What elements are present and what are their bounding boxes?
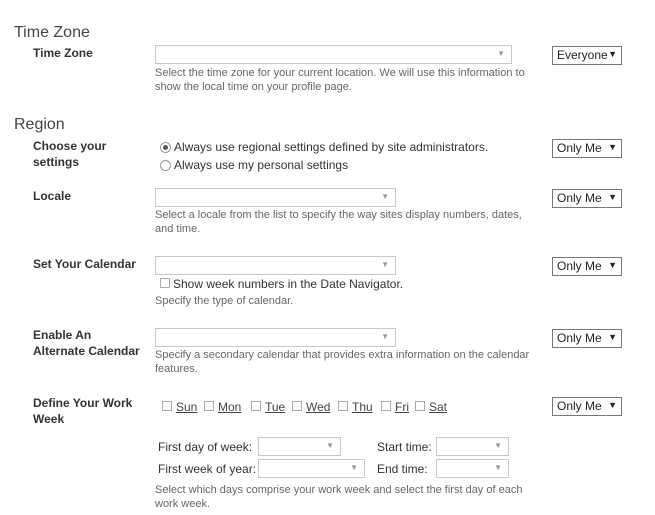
work-week-help: Select which days comprise your work week and select the first day of each work week. — [155, 484, 523, 510]
time-zone-help: Select the time zone for your current location. We will use this information to show the local time on your profile page. — [155, 67, 525, 93]
locale-help: Select a locale from the list to specify the way sites display numbers, dates, and time. — [155, 209, 522, 235]
end-time-select[interactable] — [436, 459, 509, 478]
day-label-fri[interactable]: Fri — [395, 400, 409, 414]
regional-settings-personal-radio[interactable] — [160, 160, 171, 171]
chevron-down-icon: ▼ — [381, 332, 389, 341]
day-label-sat[interactable]: Sat — [429, 400, 448, 414]
regional-settings-admin-label[interactable]: Always use regional settings defined by site administrators. — [174, 140, 489, 154]
chevron-down-icon: ▼ — [608, 142, 617, 152]
day-checkbox-sun[interactable] — [162, 401, 172, 411]
privacy-value: Only Me — [557, 331, 602, 345]
privacy-value: Everyone — [557, 48, 608, 62]
time-zone-privacy-select[interactable] — [552, 46, 622, 65]
day-checkbox-thu[interactable] — [338, 401, 348, 411]
chevron-down-icon: ▼ — [608, 332, 617, 342]
chevron-down-icon: ▼ — [494, 441, 502, 450]
privacy-value: Only Me — [557, 141, 602, 155]
chevron-down-icon: ▼ — [381, 192, 389, 201]
chevron-down-icon: ▼ — [608, 49, 617, 59]
first-week-label: First week of year: — [158, 462, 257, 476]
week-numbers-label[interactable]: Show week numbers in the Date Navigator. — [173, 277, 404, 291]
chevron-down-icon: ▼ — [381, 260, 389, 269]
chevron-down-icon: ▼ — [350, 463, 358, 472]
privacy-value: Only Me — [557, 259, 602, 273]
day-label-mon[interactable]: Mon — [218, 400, 242, 414]
chevron-down-icon: ▼ — [608, 400, 617, 410]
privacy-value: Only Me — [557, 191, 602, 205]
chevron-down-icon: ▼ — [608, 260, 617, 270]
start-time-select[interactable] — [436, 437, 509, 456]
regional-settings-admin-radio[interactable] — [160, 142, 171, 153]
work-week-label: Define Your Work Week — [33, 396, 133, 426]
day-checkbox-fri[interactable] — [381, 401, 391, 411]
end-time-label: End time: — [377, 462, 428, 476]
time-zone-label: Time Zone — [33, 46, 93, 60]
region-section-title: Region — [14, 116, 65, 133]
privacy-value: Only Me — [557, 399, 602, 413]
calendar-help: Specify the type of calendar. — [155, 295, 294, 307]
choose-settings-privacy-select[interactable] — [552, 139, 622, 158]
day-checkbox-mon[interactable] — [204, 401, 214, 411]
week-numbers-checkbox[interactable] — [160, 278, 170, 288]
chevron-down-icon: ▼ — [494, 463, 502, 472]
chevron-down-icon: ▼ — [497, 49, 505, 58]
day-checkbox-sat[interactable] — [415, 401, 425, 411]
day-label-thu[interactable]: Thu — [352, 400, 373, 414]
chevron-down-icon: ▼ — [326, 441, 334, 450]
first-week-select[interactable] — [258, 459, 365, 478]
locale-select[interactable] — [155, 188, 396, 207]
alternate-calendar-label: Enable An Alternate Calendar — [33, 328, 140, 358]
calendar-privacy-select[interactable] — [552, 257, 622, 276]
time-zone-section-title: Time Zone — [14, 24, 90, 41]
locale-privacy-select[interactable] — [552, 189, 622, 208]
calendar-select[interactable] — [155, 256, 396, 275]
alternate-calendar-select[interactable] — [155, 328, 396, 347]
regional-settings-personal-label[interactable]: Always use my personal settings — [174, 158, 349, 172]
choose-settings-label: Choose your settings — [33, 139, 107, 169]
time-zone-select[interactable] — [155, 45, 512, 64]
alternate-calendar-help: Specify a secondary calendar that provides extra information on the calendar features. — [155, 349, 530, 375]
day-label-tue[interactable]: Tue — [265, 400, 286, 414]
work-week-privacy-select[interactable] — [552, 397, 622, 416]
day-label-wed[interactable]: Wed — [306, 400, 331, 414]
chevron-down-icon: ▼ — [608, 192, 617, 202]
first-day-select[interactable] — [258, 437, 341, 456]
first-day-label: First day of week: — [158, 440, 253, 454]
day-label-sun[interactable]: Sun — [176, 400, 198, 414]
start-time-label: Start time: — [377, 440, 432, 454]
alternate-calendar-privacy-select[interactable] — [552, 329, 622, 348]
day-checkbox-wed[interactable] — [292, 401, 302, 411]
day-checkbox-tue[interactable] — [251, 401, 261, 411]
locale-label: Locale — [33, 189, 72, 203]
calendar-label: Set Your Calendar — [33, 257, 136, 271]
